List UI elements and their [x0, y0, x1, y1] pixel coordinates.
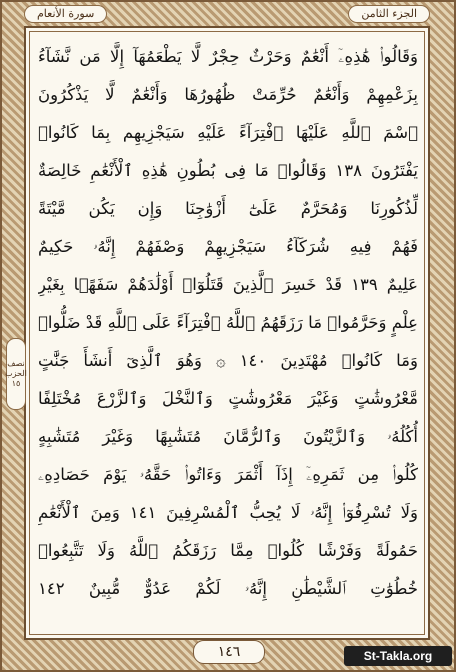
text-line: بِزَعْمِهِمْ وَأَنْعَٰمٌ حُرِّمَتْ ظُهُورُهَا وَأَنْعَٰمٌ لَّا يَذْكُرُونَ — [38, 85, 418, 104]
text-line: عَلِيمٌ ١٣٩ قَدْ خَسِرَ ٱلَّذِينَ قَتَلُوٓا۟ أَوْلَٰدَهُمْ سَفَهًۢا بِغَيْرِ — [38, 275, 418, 294]
text-line: عِلْمٍ وَحَرَّمُوا۟ مَا رَزَقَهُمُ ٱللَّهُ ٱفْتِرَآءً عَلَى ٱللَّهِ قَدْ ضَلُّوا۟ — [38, 313, 418, 332]
text-line: أُكُلُهُۥ وَٱلزَّيْتُونَ وَٱلرُّمَّانَ مُتَشَٰبِهًا وَغَيْرَ مُتَشَٰبِهٍ — [38, 427, 418, 446]
page-header — [24, 4, 430, 24]
hizb-marker-line2: الحزب — [5, 369, 27, 378]
juz-label: الجزء الثامن — [348, 5, 430, 23]
hizb-marker-line1: نصف — [7, 359, 25, 368]
text-line: وَقَالُوا۟ هَٰذِهِۦٓ أَنْعَٰمٌ وَحَرْثٌ حِجْرٌ لَّا يَطْعَمُهَآ إِلَّا مَن نَّشَآءُ — [38, 47, 418, 66]
text-line: حَمُولَةً وَفَرْشًا كُلُوا۟ مِمَّا رَزَقَكُمُ ٱللَّهُ وَلَا تَتَّبِعُوا۟ — [38, 541, 418, 560]
text-line: يَفْتَرُونَ ١٣٨ وَقَالُوا۟ مَا فِى بُطُونِ هَٰذِهِ ٱلْأَنْعَٰمِ خَالِصَةٌ — [38, 161, 418, 180]
text-line: فَهُمْ فِيهِ شُرَكَآءُ سَيَجْزِيهِمْ وَصْفَهُمْ إِنَّهُۥ حَكِيمٌ — [38, 237, 418, 256]
surah-name-label: سورة الأنعام — [24, 5, 107, 23]
text-line: خُطُوَٰتِ ٱلشَّيْطَٰنِ إِنَّهُۥ لَكُمْ عَدُوٌّ مُّبِينٌ ١٤٢ — [38, 579, 418, 598]
page-number: ١٤٦ — [193, 640, 265, 664]
hizb-marker-line3: ١٥ — [11, 379, 21, 388]
text-line: كُلُوا۟ مِن ثَمَرِهِۦٓ إِذَآ أَثْمَرَ وَءَاتُوا۟ حَقَّهُۥ يَوْمَ حَصَادِهِۦ — [38, 465, 418, 484]
text-line: مَّعْرُوشَٰتٍ وَغَيْرَ مَعْرُوشَٰتٍ وَٱلنَّخْلَ وَٱلزَّرْعَ مُخْتَلِفًا — [38, 389, 418, 408]
watermark-logo: St-Takla.org — [344, 646, 452, 666]
text-line: لِّذُكُورِنَا وَمُحَرَّمٌ عَلَىٰٓ أَزْوَٰجِنَا وَإِن يَكُن مَّيْتَةً — [38, 199, 418, 218]
text-line: ٱسْمَ ٱللَّهِ عَلَيْهَا ٱفْتِرَآءً عَلَيْهِ سَيَجْزِيهِم بِمَا كَانُوا۟ — [38, 123, 418, 142]
text-line: وَمَا كَانُوا۟ مُهْتَدِينَ ١٤٠ ۞ وَهُوَ ٱلَّذِىٓ أَنشَأَ جَنَّٰتٍ — [38, 351, 418, 370]
hizb-marker — [6, 338, 26, 410]
quran-text-body — [38, 38, 418, 608]
text-line: وَلَا تُسْرِفُوٓا۟ إِنَّهُۥ لَا يُحِبُّ ٱلْمُسْرِفِينَ ١٤١ وَمِنَ ٱلْأَنْعَٰمِ — [38, 503, 418, 522]
